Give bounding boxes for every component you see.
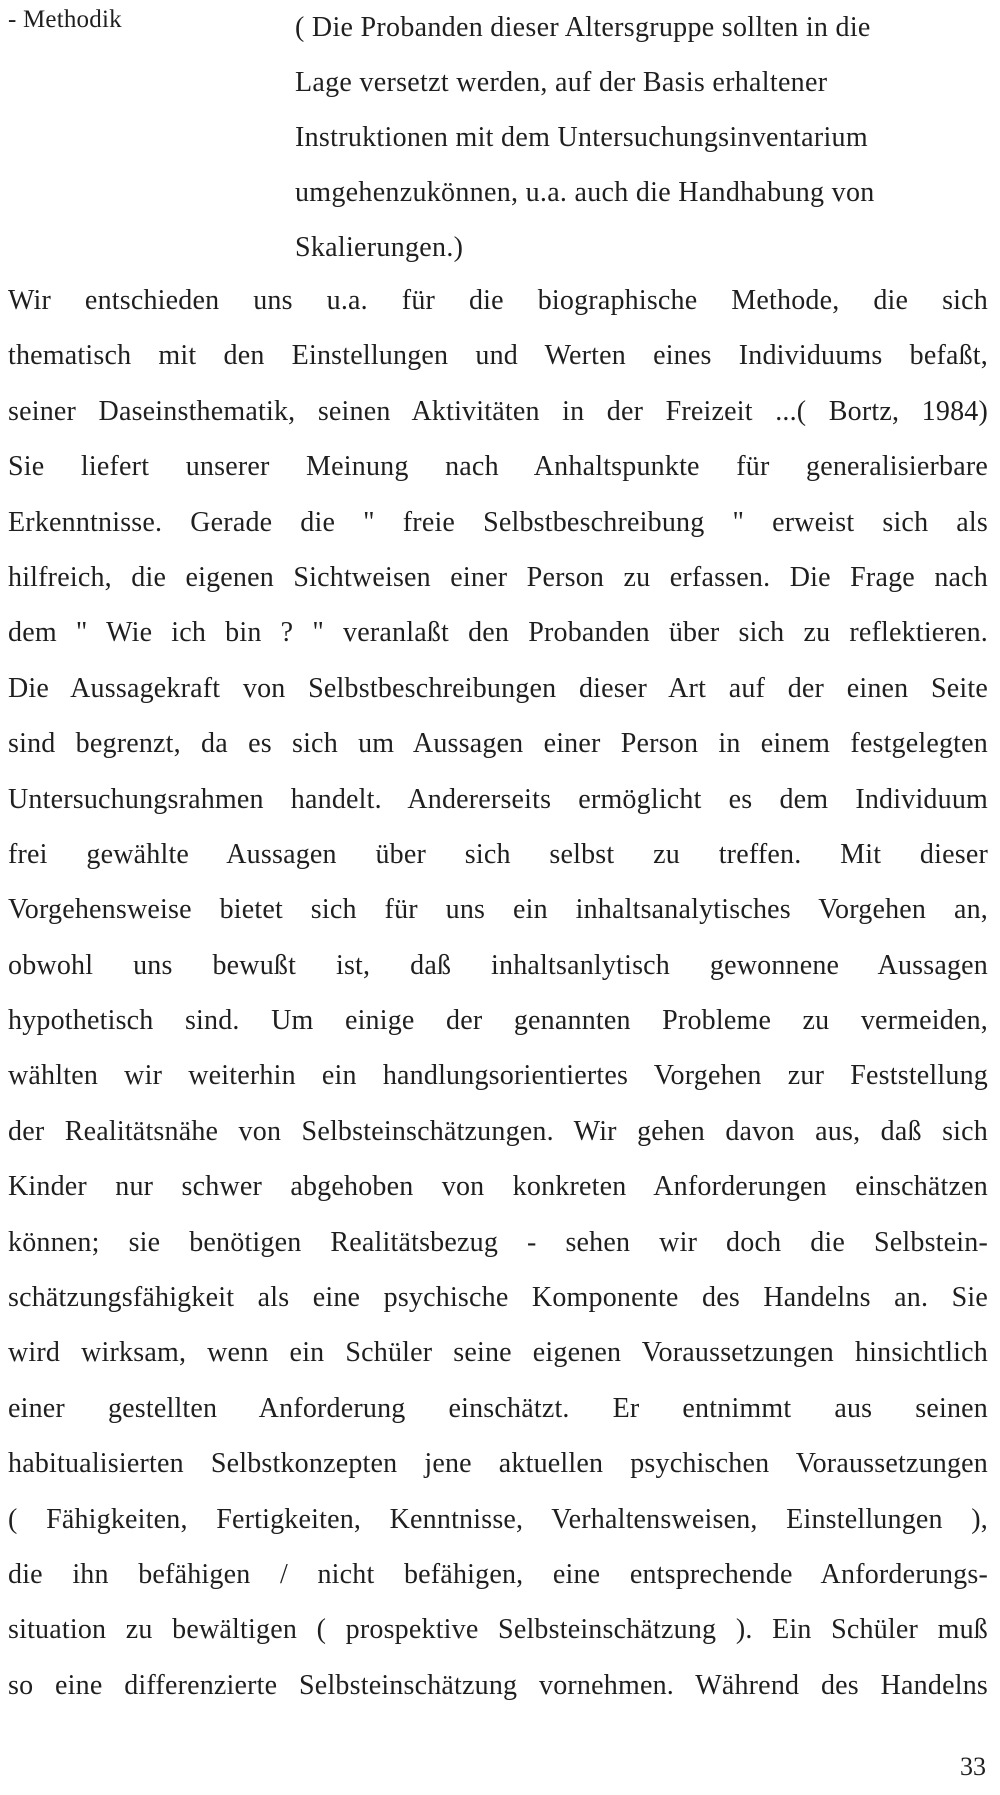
method-line: ( Die Probanden dieser Altersgruppe sollten in die — [295, 12, 871, 43]
method-label: - Methodik — [8, 6, 122, 33]
body-line: ( Fähigkeiten, Fertigkeiten, Kenntnisse, Verhaltensweisen, Einstellungen ), — [8, 1503, 988, 1535]
body-line: obwohl uns bewußt ist, daß inhaltsanlytisch gewonnene Aussagen — [8, 949, 988, 981]
body-line: situation zu bewältigen ( prospektive Selbsteinschätzung ). Ein Schüler muß — [8, 1614, 988, 1646]
method-line: Instruktionen mit dem Untersuchungsinventarium — [295, 122, 868, 153]
method-line: Lage versetzt werden, auf der Basis erhaltener — [295, 67, 828, 98]
body-line: wird wirksam, wenn ein Schüler seine eigenen Voraussetzungen hinsichtlich — [8, 1337, 988, 1369]
body-line: hilfreich, die eigenen Sichtweisen einer Person zu erfassen. Die Frage nach — [8, 561, 988, 593]
method-description — [295, 0, 995, 275]
body-line: wählten wir weiterhin ein handlungsorientiertes Vorgehen zur Feststellung — [8, 1060, 988, 1092]
body-line: die ihn befähigen / nicht befähigen, eine entsprechende Anforderungs- — [8, 1558, 988, 1590]
body-line: Wir entschieden uns u.a. für die biographische Methode, die sich — [8, 285, 988, 316]
body-line: so eine differenzierte Selbsteinschätzung vornehmen. Während des Handelns — [8, 1669, 988, 1701]
method-line: umgehenzukönnen, u.a. auch die Handhabung von — [295, 177, 875, 208]
body-line: der Realitätsnähe von Selbsteinschätzungen. Wir gehen davon aus, daß sich — [8, 1115, 988, 1147]
body-line: Untersuchungsrahmen handelt. Andererseits ermöglicht es dem Individuum — [8, 783, 988, 815]
body-line: Kinder nur schwer abgehoben von konkreten Anforderungen einschätzen — [8, 1171, 988, 1203]
body-line: thematisch mit den Einstellungen und Werten eines Individuums befaßt, — [8, 340, 988, 372]
page-number: 33 — [960, 1752, 986, 1781]
body-paragraph — [8, 273, 988, 1713]
body-line: Die Aussagekraft von Selbstbeschreibungen dieser Art auf der einen Seite — [8, 672, 988, 704]
body-line: können; sie benötigen Realitätsbezug - sehen wir doch die Selbstein- — [8, 1226, 988, 1258]
body-line: Vorgehensweise bietet sich für uns ein inhaltsanalytisches Vorgehen an, — [8, 894, 988, 926]
body-line: hypothetisch sind. Um einige der genannten Probleme zu vermeiden, — [8, 1005, 988, 1037]
body-line: schätzungsfähigkeit als eine psychische Komponente des Handelns an. Sie — [8, 1282, 988, 1314]
body-line: Sie liefert unserer Meinung nach Anhaltspunkte für generalisierbare — [8, 451, 988, 483]
method-line: Skalierungen.) — [295, 232, 464, 263]
body-line: habitualisierten Selbstkonzepten jene aktuellen psychischen Voraussetzungen — [8, 1448, 988, 1480]
body-line: dem " Wie ich bin ? " veranlaßt den Probanden über sich zu reflektieren. — [8, 617, 988, 649]
body-line: sind begrenzt, da es sich um Aussagen einer Person in einem festgelegten — [8, 728, 988, 760]
body-line: einer gestellten Anforderung einschätzt. Er entnimmt aus seinen — [8, 1392, 988, 1424]
body-line: Erkenntnisse. Gerade die " freie Selbstbeschreibung " erweist sich als — [8, 506, 988, 538]
body-line: seiner Daseinsthematik, seinen Aktivitäten in der Freizeit ...( Bortz, 1984) — [8, 395, 988, 427]
body-line: frei gewählte Aussagen über sich selbst zu treffen. Mit dieser — [8, 838, 988, 870]
